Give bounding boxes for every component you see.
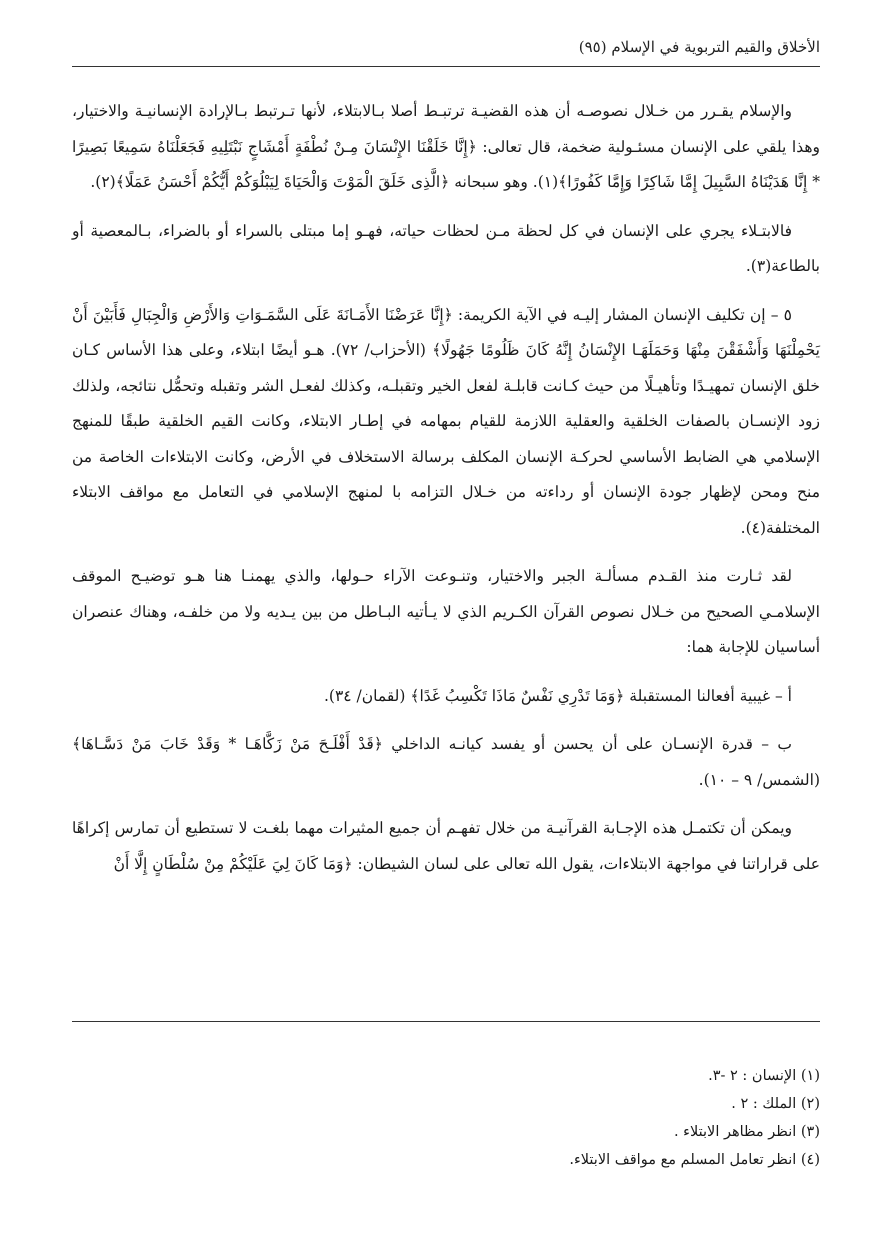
footnote-2: (٢) الملك : ٢ . bbox=[731, 1096, 820, 1112]
running-header bbox=[72, 38, 820, 56]
footnote-divider bbox=[72, 1021, 820, 1022]
running-title: الأخلاق والقيم التربوية في الإسلام (٩٥) bbox=[578, 38, 820, 56]
paragraph-free-will: لقد ثـارت منذ القـدم مسألـة الجبر والاختيار، وتنـوعت الآراء حـولها، والذي يهمنـا هنا هـو توضيـح الموقف الإسلامـي الصحيح من خـلال نصوص القرآن الكـريم الذي لا يـأتيه البـاطل من بين يـديه ولا من خلفـه، وهناك عنصران أساسيان للإجابة هما: bbox=[72, 567, 820, 656]
paragraph-point-5: ٥ – إن تكليف الإنسان المشار إليـه في الآية الكريمة: ﴿إِنَّا عَرَضْنَا الأَمَـانَةَ عَلَى السَّمَـوَاتِ وَالأَرْضِ وَالْجِبَالِ فَأَبَيْنَ أَنْ يَحْمِلْنَهَا وَأَشْفَقْنَ مِنْهَا وَحَمَلَهَـا الإِنْسَانُ إِنَّهُ كَانَ ظَلُومًا جَهُولًا﴾ (الأحزاب/ ٧٢). هـو أيضًا ابتلاء، وعلى هذا الأساس كـان خلق الإنسان تمهيـدًا وتأهيـلًا من حيث كـانت قابلـة لفعل الخير وتقبلـه، وكذلك لفعـل الشر وتقبله وتحمُّل نتائجه، ولذلك زود الإنسـان بالصفات الخلقية والعقلية اللازمة للقيام بمهامه في إطـار الابتلاء، وكانت القيم الخلقية طبقًا للمنهج الإسلامي هي الضابط الأساسي لحركـة الإنسان المكلف برسالة الاستخلاف في الأرض، وكانت الابتلاءات الخاصة من منح ومحن لإظهار جودة الإنسان أو رداءته من خـلال التزامه با لمنهج الإسلامي في التعامل مع مواقف الابتلاء المختلفة(٤). bbox=[72, 305, 821, 537]
list-item-a: أ – غيبية أفعالنا المستقبلة ﴿وَمَا تَدْرِي نَفْسٌ مَاذَا تَكْسِبُ غَدًا﴾ (لقمان/ ٣٤). bbox=[323, 686, 792, 705]
paragraph-quranic-answer: ويمكن أن تكتمـل هذه الإجـابة القرآنيـة من خلال تفهـم أن جميع المثيرات مهما بلغـت لا تستطيع أن تمارس إكراهًا على قراراتنا في مواجهة الابتلاءات، يقول الله تعالى على لسان الشيطان: ﴿وَمَا كَانَ لِيَ عَلَيْكُمْ مِنْ سُلْطَانٍ إِلَّا أَنْ bbox=[72, 819, 820, 873]
list-item-b: ب – قدرة الإنسـان على أن يحسن أو يفسد كيانـه الداخلي ﴿قَدْ أَفْلَـحَ مَنْ زَكَّاهَـا * وَقَدْ خَابَ مَنْ دَسَّـاهَا﴾ (الشمس/ ٩ – ١٠). bbox=[72, 735, 820, 789]
footnote-3: (٣) انظر مظاهر الابتلاء . bbox=[673, 1124, 820, 1140]
main-text bbox=[72, 94, 820, 895]
header-divider bbox=[72, 66, 820, 67]
footnote-1: (١) الإنسان : ٢ -٣. bbox=[708, 1068, 820, 1084]
footnote-4: (٤) انظر تعامل المسلم مع مواقف الابتلاء. bbox=[569, 1152, 820, 1168]
footnotes bbox=[72, 1062, 820, 1174]
paragraph-islam-testing: والإسلام يقـرر من خـلال نصوصـه أن هذه القضيـة ترتبـط أصلا بـالابتلاء، لأنها تـرتبط بـالإرادة الإنسانيـة والاختيار، وهذا يلقي على الإنسان مسئـولية ضخمة، قال تعالى: ﴿إِنَّا خَلَقْنَا الإِنْسَانَ مِـنْ نُطْفَةٍ أَمْشَاجٍ نَبْتَلِيهِ فَجَعَلْنَاهُ سَمِيعًا بَصِيرًا * إِنَّا هَدَيْنَاهُ السَّبِيلَ إِمَّا شَاكِرًا وَإِمَّا كَفُورًا﴾(١). وهو سبحانه ﴿الَّذِى خَلَقَ الْمَوْتَ وَالْحَيَاةَ لِيَبْلُوَكُمْ أَيُّكُمْ أَحْسَنُ عَمَلًا﴾(٢). bbox=[72, 102, 820, 191]
paragraph-testing-every-moment: فالابتـلاء يجري على الإنسان في كل لحظة مـن لحظات حياته، فهـو إما مبتلى بالسراء أو بالضراء، بـالمعصية أو بالطاعة(٣). bbox=[72, 221, 820, 275]
